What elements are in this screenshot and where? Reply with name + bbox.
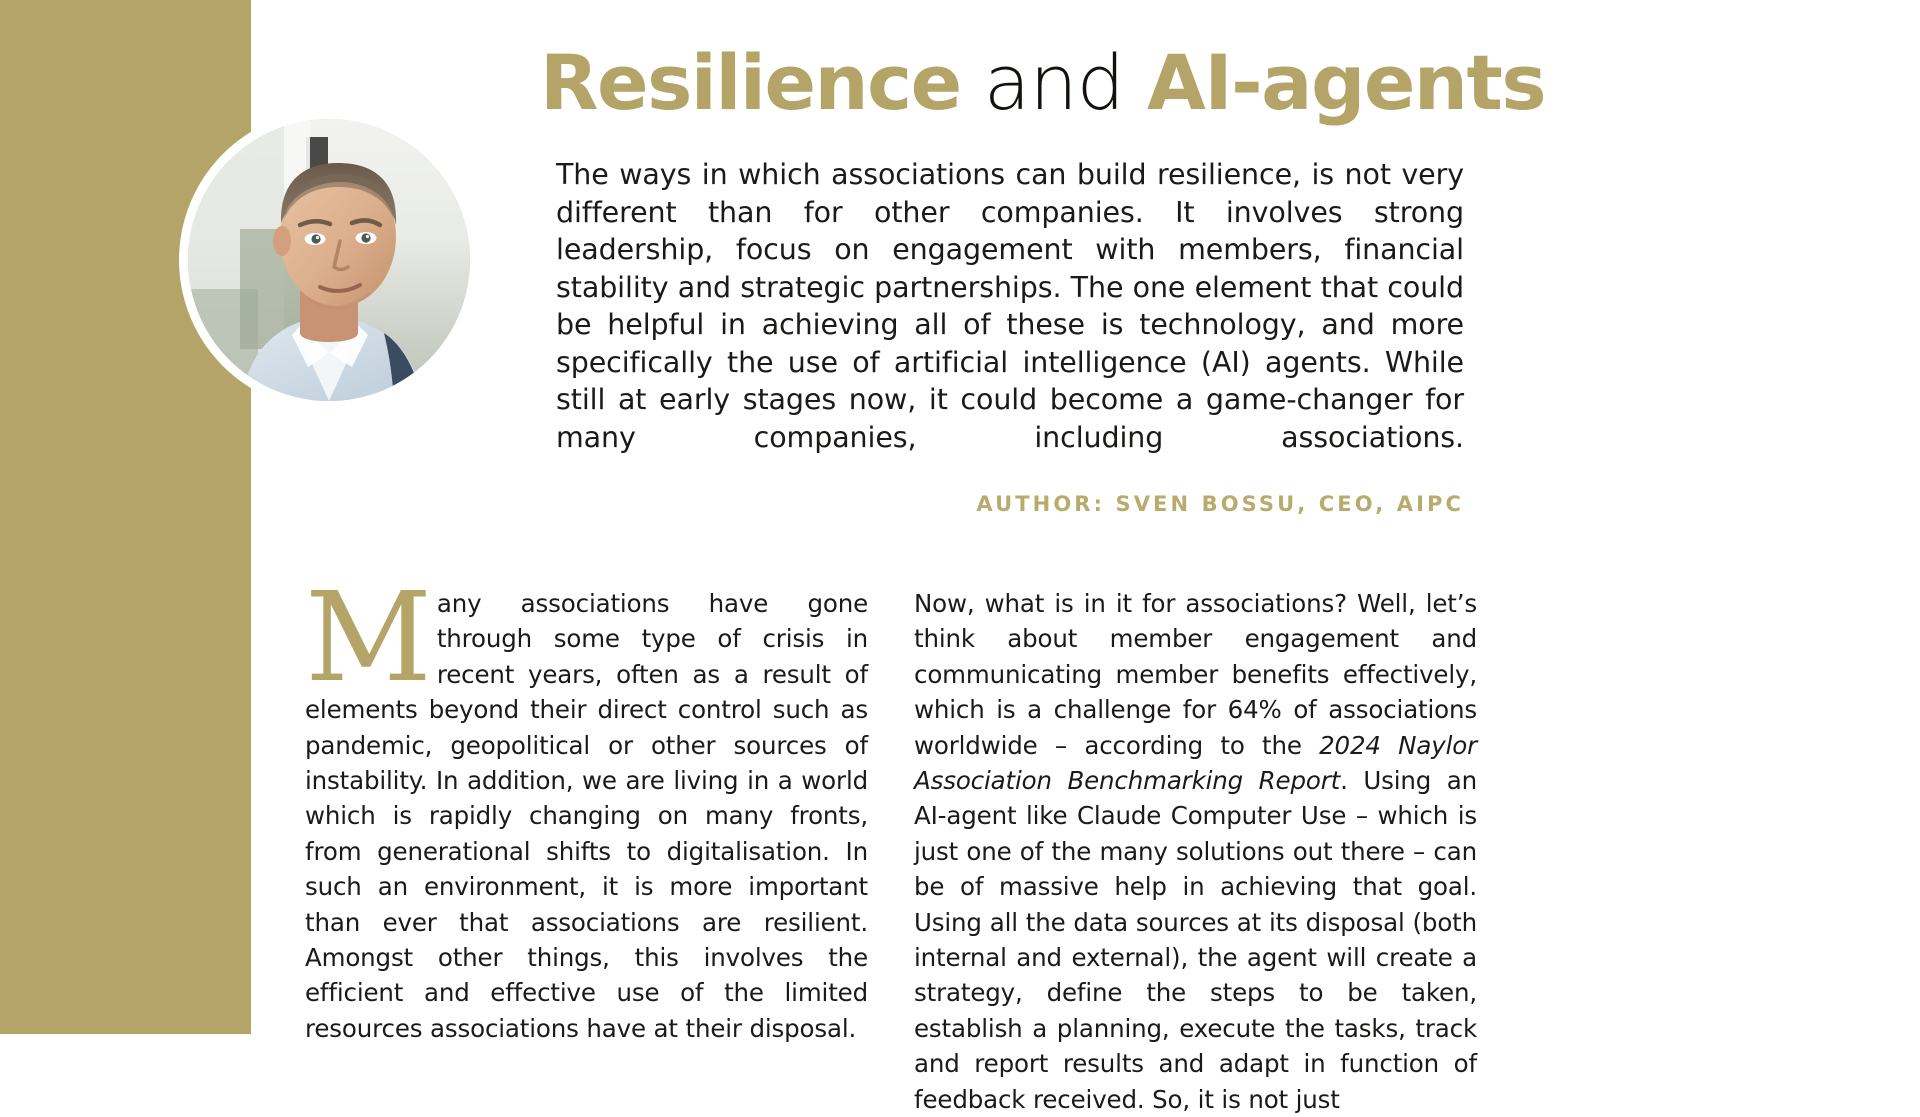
body-column-right [914,586,1477,1114]
drop-cap: M [305,566,432,710]
right-column-text-after-title: . Using an AI-agent like Claude Computer Use – which is just one of the many solutions out there – can be of massive help in achieving that goal. Using all the data sources at its disposal (both internal and external), the agent will create a strategy, define the steps to be taken, establish a planning, execute the tasks, track and report results and adapt in function of feedback received. So, it is not just [914,766,1477,1114]
headline-part-resilience: Resilience [540,38,961,128]
headline-space-2 [1124,38,1147,127]
gold-accent-bar [0,0,251,1034]
intro-text: The ways in which associations can build resilience, is not very different than for other companies. It involves strong leadership, focus on engagement with members, financial stability and strategic partnerships. The one element that could be helpful in achieving all of these is technology, and more specifically the use of artificial intelligence (AI) agents. While still at early stages now, it could become a game-changer for many companies, including associations. [556,158,1464,454]
author-byline: AUTHOR: SVEN BOSSU, CEO, AIPC [976,492,1464,516]
page-title [540,38,1546,128]
headline-part-ai-agents: AI-agents [1147,38,1546,128]
article-body-columns [305,566,1477,1114]
report-title-italic: 2024 Naylor Association Benchmarking Report [914,730,1477,796]
left-column-paragraph [305,566,868,1046]
left-column-text: any associations have gone through some type of crisis in recent years, often as a result of elements beyond their direct control such as pandemic, geopolitical or other sources of instability. In addition, we are living in a world which is rapidly changing on many fronts, from generational shifts to digitalisation. In such an environment, it is more important than ever that associations are resilient. Amongst other things, this involves the efficient and effective use of the limited resources associations have at their disposal. [305,589,868,1043]
body-column-left [305,566,868,1043]
right-column-paragraph [914,586,1477,1117]
right-column-text-before-title: Now, what is in it for associations? Well, let’s think about member engagement and communicating member benefits effectively, which is a challenge for 64% of associations worldwide – according to the [914,589,1477,760]
author-portrait-frame [179,110,479,410]
headline-part-and: and [983,38,1124,128]
author-portrait-photo [188,119,470,401]
intro-standfirst [556,156,1464,494]
headline-conjunction [961,38,984,127]
